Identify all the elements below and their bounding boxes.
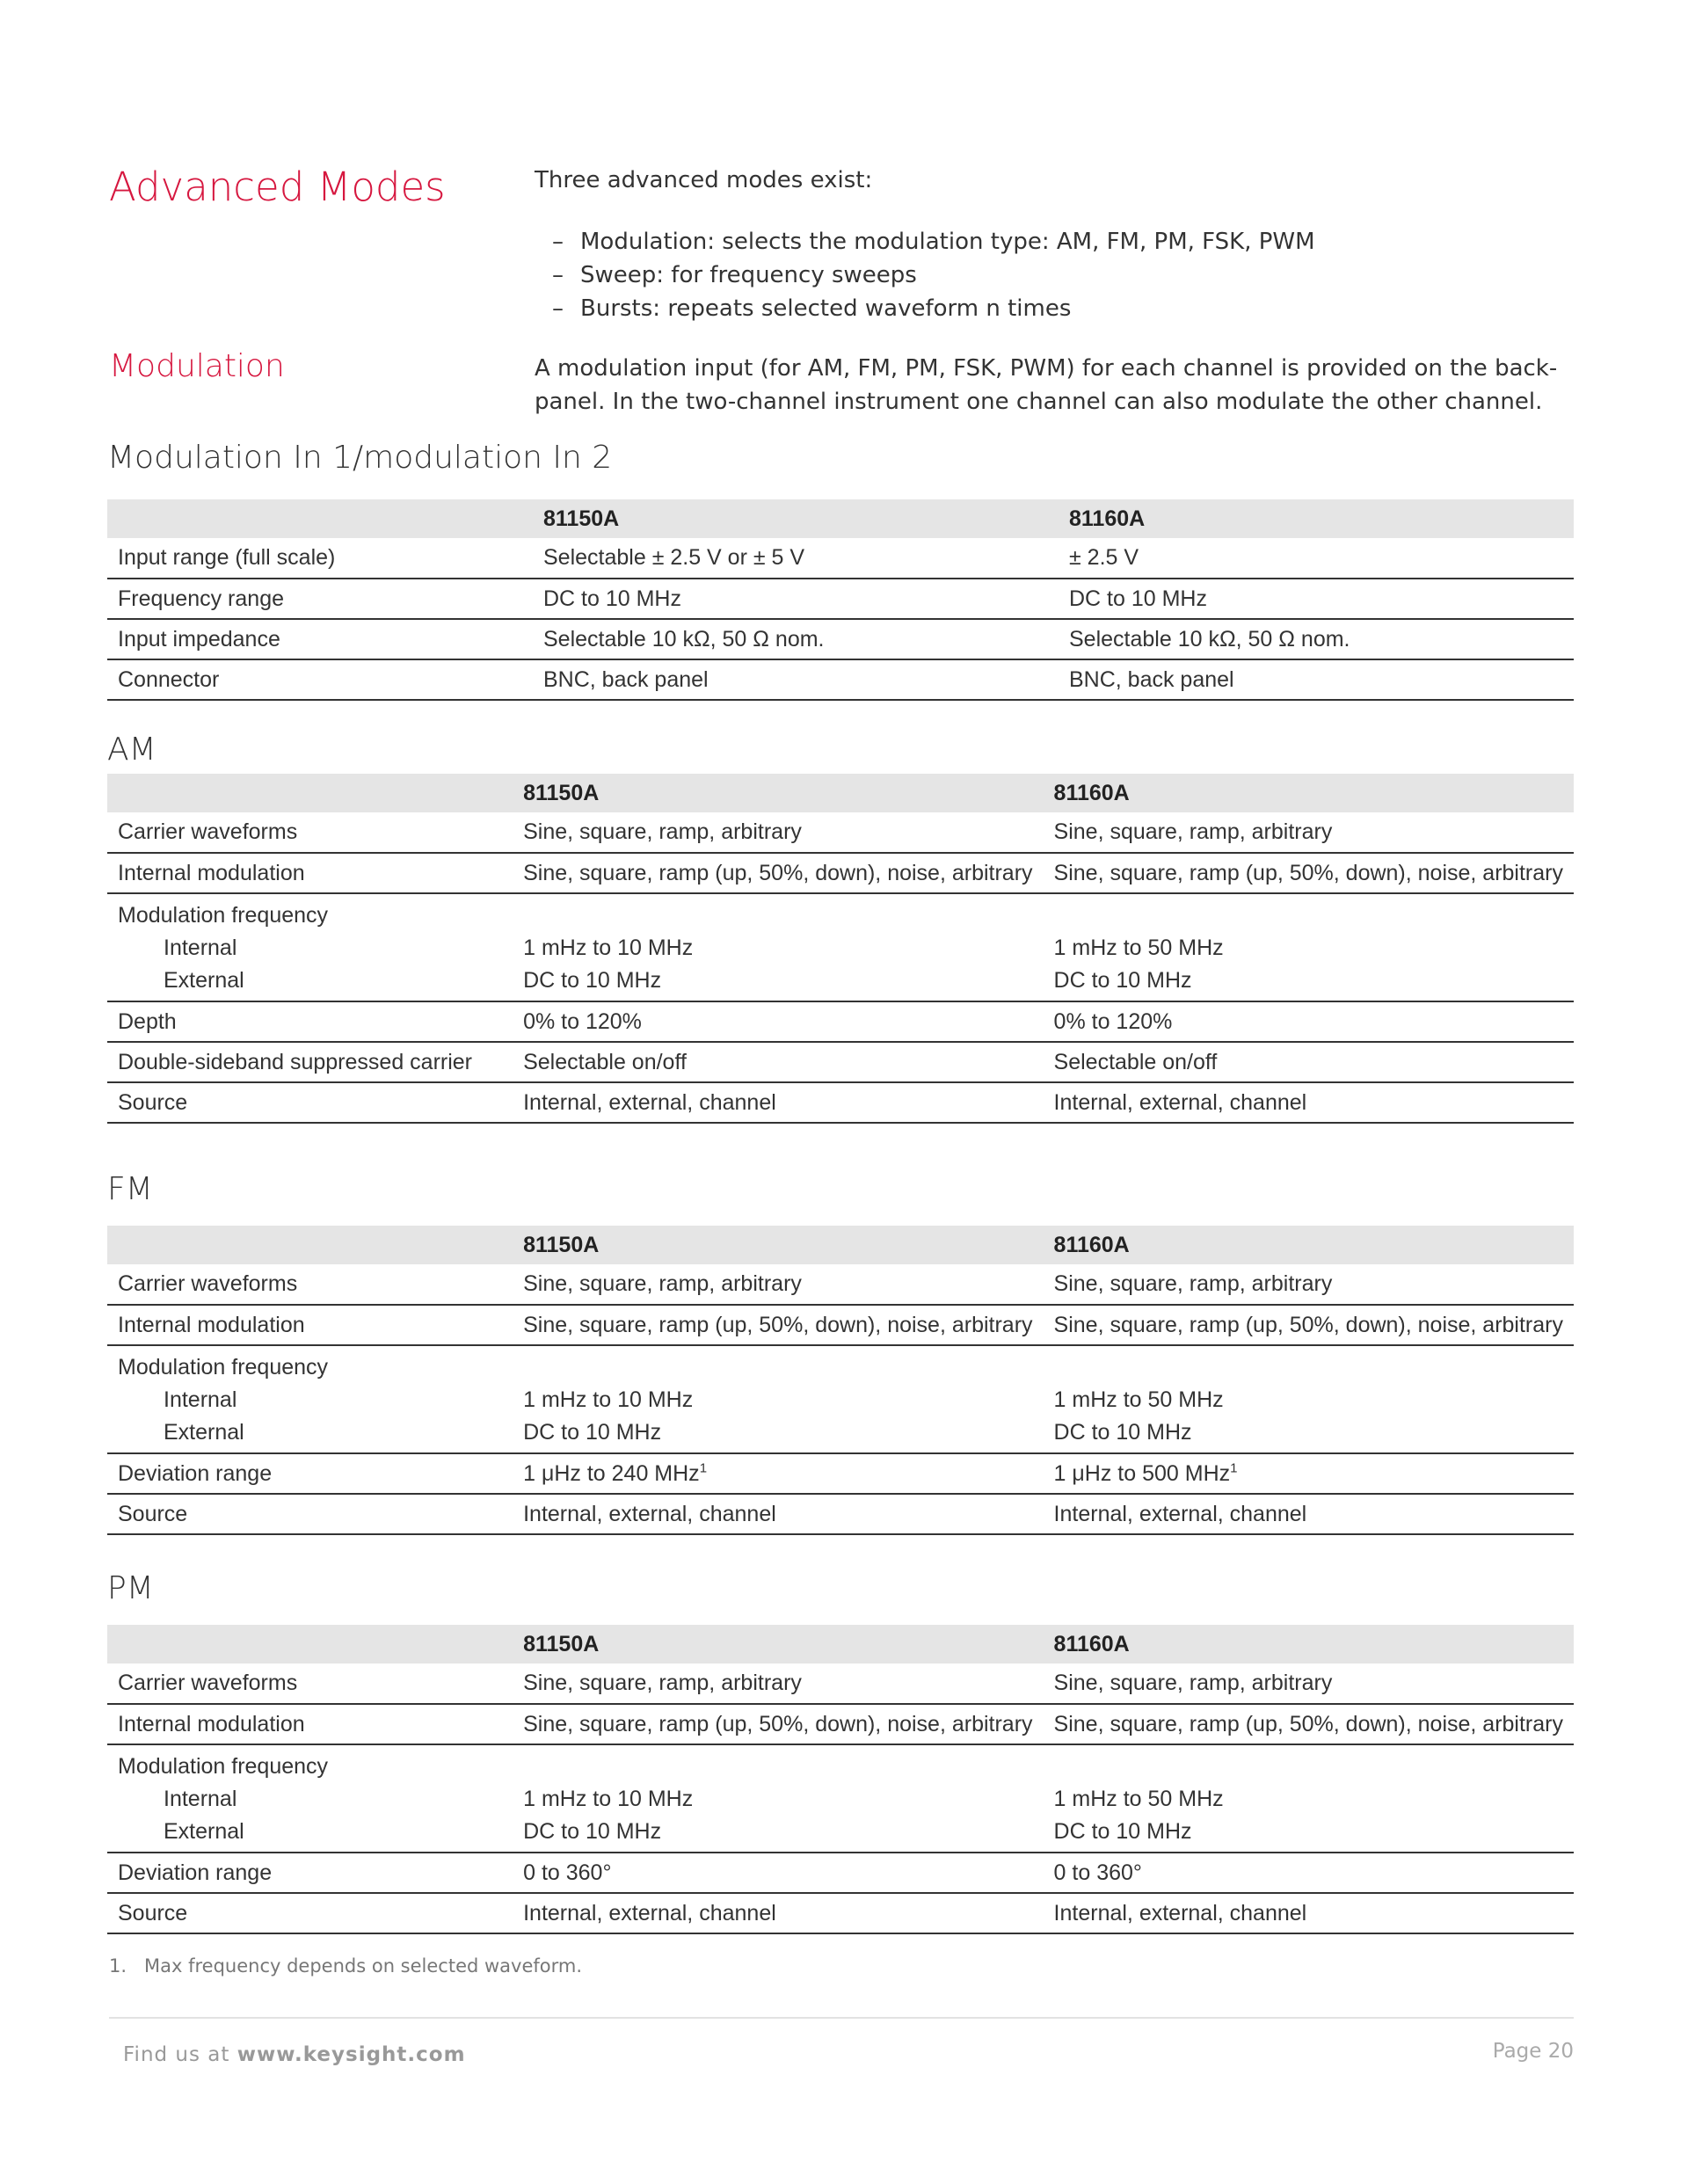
fm-title: FM — [107, 1171, 153, 1207]
table-row — [107, 579, 1574, 619]
cell-81160a: Internal, external, channel — [1044, 1082, 1574, 1123]
cell-81150a: Sine, square, ramp (up, 50%, down), noise, arbitrary — [513, 1305, 1043, 1345]
mod-freq-label: Modulation frequency — [118, 903, 329, 928]
deviation-value: 1 μHz to 500 MHz — [1053, 1460, 1231, 1486]
footer-url-link[interactable]: www.keysight.com — [236, 2043, 466, 2066]
cell-81150a: Internal, external, channel — [513, 1082, 1043, 1123]
external-value: DC to 10 MHz — [1053, 968, 1192, 993]
row-label: Connector — [107, 659, 533, 700]
header-81150a: 81150A — [513, 1226, 1043, 1264]
row-label: Input impedance — [107, 619, 533, 659]
internal-label: Internal — [164, 1787, 237, 1811]
cell-81150a — [513, 1744, 1043, 1853]
cell-81160a: 0% to 120% — [1044, 1001, 1574, 1042]
cell-81150a: 0% to 120% — [513, 1001, 1043, 1042]
row-label: Deviation range — [107, 1453, 513, 1494]
external-label: External — [164, 968, 244, 993]
deviation-value: 1 μHz to 240 MHz — [523, 1460, 700, 1486]
table-row — [107, 893, 1574, 1001]
table-row — [107, 1001, 1574, 1042]
cell-81160a: ± 2.5 V — [1059, 538, 1574, 579]
pm-title: PM — [107, 1570, 154, 1606]
cell-81160a: Sine, square, ramp (up, 50%, down), noise, arbitrary — [1044, 853, 1574, 893]
cell-81150a: Sine, square, ramp, arbitrary — [513, 1663, 1043, 1704]
row-label: Source — [107, 1893, 513, 1933]
table-row — [107, 1494, 1574, 1534]
page-number: Page 20 — [1492, 2040, 1574, 2063]
cell-81150a: 0 to 360° — [513, 1853, 1043, 1893]
intro-text: Three advanced modes exist: — [535, 167, 873, 193]
internal-value: 1 mHz to 10 MHz — [523, 935, 694, 960]
cell-81160a — [1044, 893, 1574, 1001]
header-81150a: 81150A — [533, 499, 1059, 538]
header-81150a: 81150A — [513, 1625, 1043, 1663]
cell-81150a: Internal, external, channel — [513, 1893, 1043, 1933]
cell-81160a — [1044, 1453, 1574, 1494]
header-81160a: 81160A — [1044, 774, 1574, 812]
cell-81160a: Sine, square, ramp, arbitrary — [1044, 812, 1574, 853]
row-label — [107, 893, 513, 1001]
cell-81150a: Sine, square, ramp, arbitrary — [513, 812, 1043, 853]
internal-value: 1 mHz to 10 MHz — [523, 1387, 694, 1412]
footnote — [109, 1955, 582, 1977]
table-row — [107, 1264, 1574, 1305]
cell-81160a: Internal, external, channel — [1044, 1494, 1574, 1534]
table-row — [107, 1453, 1574, 1494]
cell-81160a — [1044, 1345, 1574, 1453]
table-row — [107, 1853, 1574, 1893]
footer-find-us — [123, 2043, 466, 2066]
cell-81150a: Sine, square, ramp (up, 50%, down), noise, arbitrary — [513, 853, 1043, 893]
row-label: Carrier waveforms — [107, 1264, 513, 1305]
table-row — [107, 1345, 1574, 1453]
cell-81150a — [513, 893, 1043, 1001]
internal-label: Internal — [164, 1387, 237, 1412]
table-header-row — [107, 499, 1574, 538]
table-row — [107, 1082, 1574, 1123]
cell-81150a: Sine, square, ramp (up, 50%, down), noise, arbitrary — [513, 1704, 1043, 1744]
external-value: DC to 10 MHz — [1053, 1819, 1192, 1844]
mod-freq-label: Modulation frequency — [118, 1754, 329, 1779]
row-label: Deviation range — [107, 1853, 513, 1893]
cell-81160a: Sine, square, ramp (up, 50%, down), noise, arbitrary — [1044, 1305, 1574, 1345]
table-row — [107, 1744, 1574, 1853]
cell-81160a: 0 to 360° — [1044, 1853, 1574, 1893]
fm-table — [107, 1226, 1574, 1535]
cell-81150a: Selectable on/off — [513, 1042, 1043, 1082]
cell-81160a: Sine, square, ramp, arbitrary — [1044, 1663, 1574, 1704]
cell-81160a — [1044, 1744, 1574, 1853]
row-label: Carrier waveforms — [107, 812, 513, 853]
list-item: – Bursts: repeats selected waveform n times — [552, 292, 1315, 325]
internal-value: 1 mHz to 50 MHz — [1053, 1387, 1224, 1412]
header-81160a: 81160A — [1044, 1625, 1574, 1663]
internal-value: 1 mHz to 10 MHz — [523, 1787, 694, 1811]
modulation-heading: Modulation — [109, 348, 285, 384]
footer-find-prefix: Find us at — [123, 2043, 230, 2066]
footer-divider — [109, 2017, 1574, 2019]
cell-81160a: Internal, external, channel — [1044, 1893, 1574, 1933]
mod-freq-label: Modulation frequency — [118, 1355, 329, 1380]
cell-81160a: DC to 10 MHz — [1059, 579, 1574, 619]
table-header-row — [107, 1625, 1574, 1663]
internal-label: Internal — [164, 935, 237, 960]
table-row — [107, 538, 1574, 579]
list-item: – Modulation: selects the modulation type: AM, FM, PM, FSK, PWM — [552, 225, 1315, 258]
cell-81160a: Sine, square, ramp, arbitrary — [1044, 1264, 1574, 1305]
row-label: Source — [107, 1494, 513, 1534]
modulation-in-table — [107, 499, 1574, 701]
table-header-row — [107, 1226, 1574, 1264]
external-value: DC to 10 MHz — [523, 968, 662, 993]
footnote-mark: 1 — [699, 1460, 708, 1476]
header-81160a: 81160A — [1059, 499, 1574, 538]
cell-81150a — [513, 1453, 1043, 1494]
table-row — [107, 619, 1574, 659]
cell-81150a — [513, 1345, 1043, 1453]
advanced-modes-heading: Advanced Modes — [109, 164, 446, 210]
footnote-mark: 1 — [1230, 1460, 1238, 1476]
cell-81150a: Internal, external, channel — [513, 1494, 1043, 1534]
header-81160a: 81160A — [1044, 1226, 1574, 1264]
row-label — [107, 1744, 513, 1853]
external-label: External — [164, 1819, 244, 1844]
cell-81150a: Sine, square, ramp, arbitrary — [513, 1264, 1043, 1305]
table-row — [107, 1305, 1574, 1345]
cell-81160a: BNC, back panel — [1059, 659, 1574, 700]
row-label: Internal modulation — [107, 1305, 513, 1345]
row-label: Depth — [107, 1001, 513, 1042]
table-row — [107, 812, 1574, 853]
am-table — [107, 774, 1574, 1124]
cell-81160a: Selectable on/off — [1044, 1042, 1574, 1082]
cell-81160a: Selectable 10 kΩ, 50 Ω nom. — [1059, 619, 1574, 659]
table-row — [107, 853, 1574, 893]
row-label: Internal modulation — [107, 853, 513, 893]
modulation-description: A modulation input (for AM, FM, PM, FSK, PWM) for each channel is provided on the back-panel. In the two-channel instrument one channel can also modulate the other channel. — [535, 355, 1558, 415]
external-value: DC to 10 MHz — [1053, 1420, 1192, 1445]
table-row — [107, 1704, 1574, 1744]
cell-81150a: BNC, back panel — [533, 659, 1059, 700]
cell-81150a: Selectable 10 kΩ, 50 Ω nom. — [533, 619, 1059, 659]
header-blank — [107, 1226, 513, 1264]
header-81150a: 81150A — [513, 774, 1043, 812]
external-value: DC to 10 MHz — [523, 1420, 662, 1445]
row-label: Input range (full scale) — [107, 538, 533, 579]
internal-value: 1 mHz to 50 MHz — [1053, 935, 1224, 960]
row-label: Internal modulation — [107, 1704, 513, 1744]
footnote-number: 1. — [109, 1955, 127, 1977]
cell-81150a: Selectable ± 2.5 V or ± 5 V — [533, 538, 1059, 579]
external-value: DC to 10 MHz — [523, 1819, 662, 1844]
cell-81160a: Sine, square, ramp (up, 50%, down), noise, arbitrary — [1044, 1704, 1574, 1744]
am-title: AM — [107, 732, 156, 768]
table-row — [107, 1893, 1574, 1933]
header-blank — [107, 499, 533, 538]
header-blank — [107, 774, 513, 812]
row-label: Carrier waveforms — [107, 1663, 513, 1704]
table-header-row — [107, 774, 1574, 812]
table-row — [107, 659, 1574, 700]
row-label: Source — [107, 1082, 513, 1123]
mode-list — [552, 225, 1315, 325]
external-label: External — [164, 1420, 244, 1445]
modulation-in-title: Modulation In 1/modulation In 2 — [107, 440, 613, 476]
list-item: – Sweep: for frequency sweeps — [552, 258, 1315, 292]
footnote-text: Max frequency depends on selected waveform. — [144, 1955, 583, 1977]
table-row — [107, 1042, 1574, 1082]
row-label — [107, 1345, 513, 1453]
header-blank — [107, 1625, 513, 1663]
pm-table — [107, 1625, 1574, 1934]
internal-value: 1 mHz to 50 MHz — [1053, 1787, 1224, 1811]
row-label: Double-sideband suppressed carrier — [107, 1042, 513, 1082]
row-label: Frequency range — [107, 579, 533, 619]
table-row — [107, 1663, 1574, 1704]
cell-81150a: DC to 10 MHz — [533, 579, 1059, 619]
